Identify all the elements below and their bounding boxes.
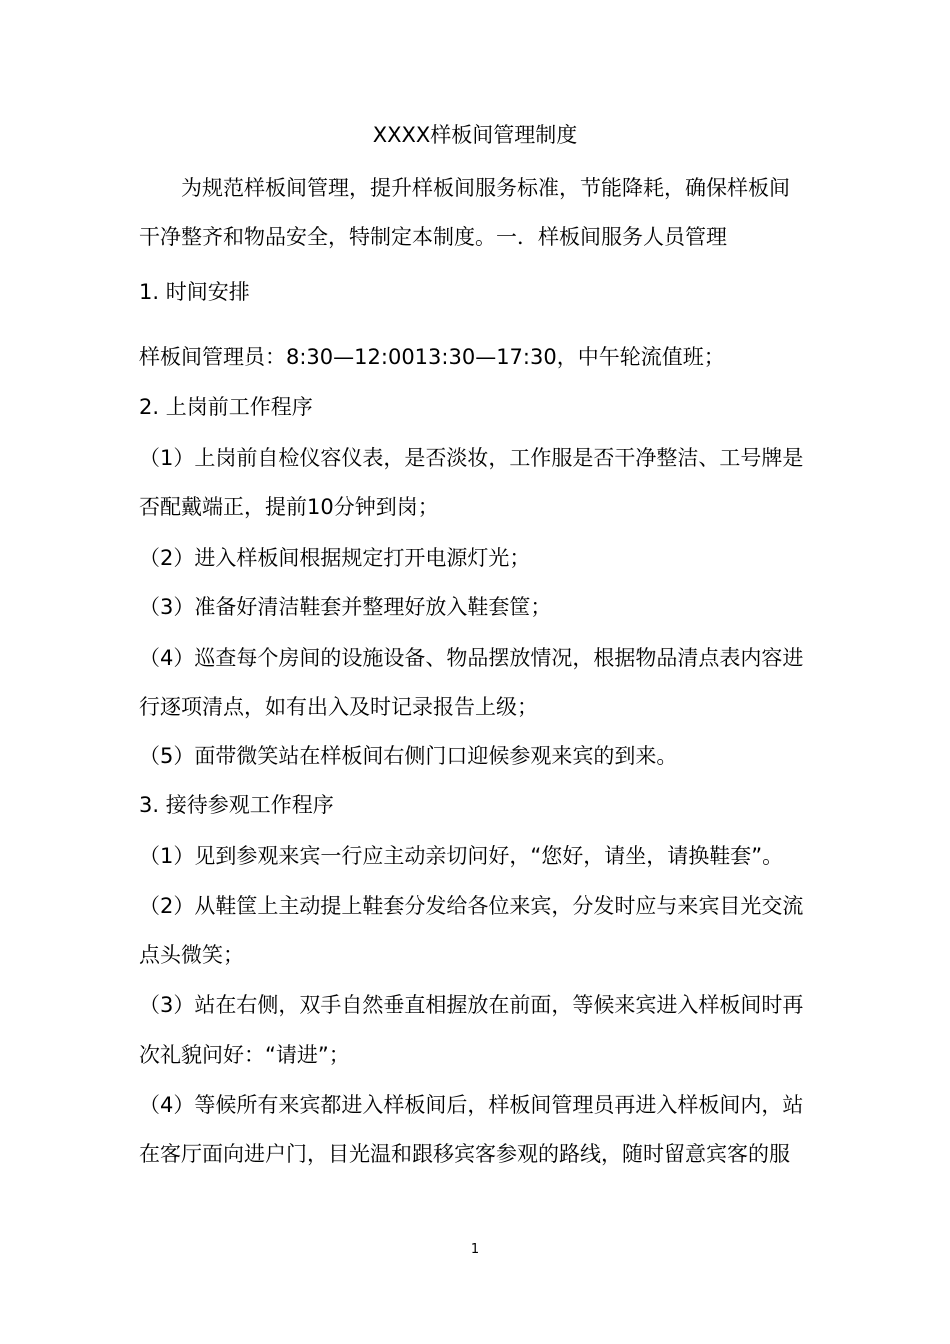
section-heading: 2. 上岗前工作程序 xyxy=(139,395,313,419)
list-item-continuation: 次礼貌问好：“请进”； xyxy=(139,1043,350,1067)
list-item: （5）面带微笑站在样板间右侧门口迎候参观来宾的到来。 xyxy=(139,744,678,768)
list-item-continuation: 行逐项清点，如有出入及时记录报告上级； xyxy=(139,695,538,719)
list-item: （1）见到参观来宾一行应主动亲切问好，“您好，请坐，请换鞋套”。 xyxy=(139,844,784,868)
list-item: （2）从鞋筐上主动提上鞋套分发给各位来宾，分发时应与来宾目光交流 xyxy=(139,894,804,918)
paragraph-line: 干净整齐和物品安全，特制定本制度。一．样板间服务人员管理 xyxy=(139,225,727,249)
list-item-continuation: 否配戴端正，提前10分钟到岗； xyxy=(139,495,439,519)
page-number: 1 xyxy=(470,1242,480,1257)
list-item: （4）巡查每个房间的设施设备、物品摆放情况，根据物品清点表内容进 xyxy=(139,646,804,670)
paragraph-line: 样板间管理员：8:30—12:0013:30—17:30，中午轮流值班； xyxy=(139,345,725,369)
list-item-continuation: 在客厅面向进户门，目光温和跟移宾客参观的路线，随时留意宾客的服 xyxy=(139,1142,790,1166)
list-item: （3）准备好清洁鞋套并整理好放入鞋套筐； xyxy=(139,595,552,619)
list-item: （1）上岗前自检仪容仪表，是否淡妆，工作服是否干净整洁、工号牌是 xyxy=(139,446,804,470)
section-heading: 1. 时间安排 xyxy=(139,280,250,304)
section-heading: 3. 接待参观工作程序 xyxy=(139,793,334,817)
list-item-continuation: 点头微笑； xyxy=(139,943,244,967)
paragraph-line: 为规范样板间管理，提升样板间服务标准，节能降耗，确保样板间 xyxy=(181,176,790,200)
document-title: XXXX样板间管理制度 xyxy=(372,123,578,147)
list-item: （2）进入样板间根据规定打开电源灯光； xyxy=(139,546,531,570)
list-item: （3）站在右侧，双手自然垂直相握放在前面，等候来宾进入样板间时再 xyxy=(139,993,804,1017)
list-item: （4）等候所有来宾都进入样板间后，样板间管理员再进入样板间内，站 xyxy=(139,1093,804,1117)
